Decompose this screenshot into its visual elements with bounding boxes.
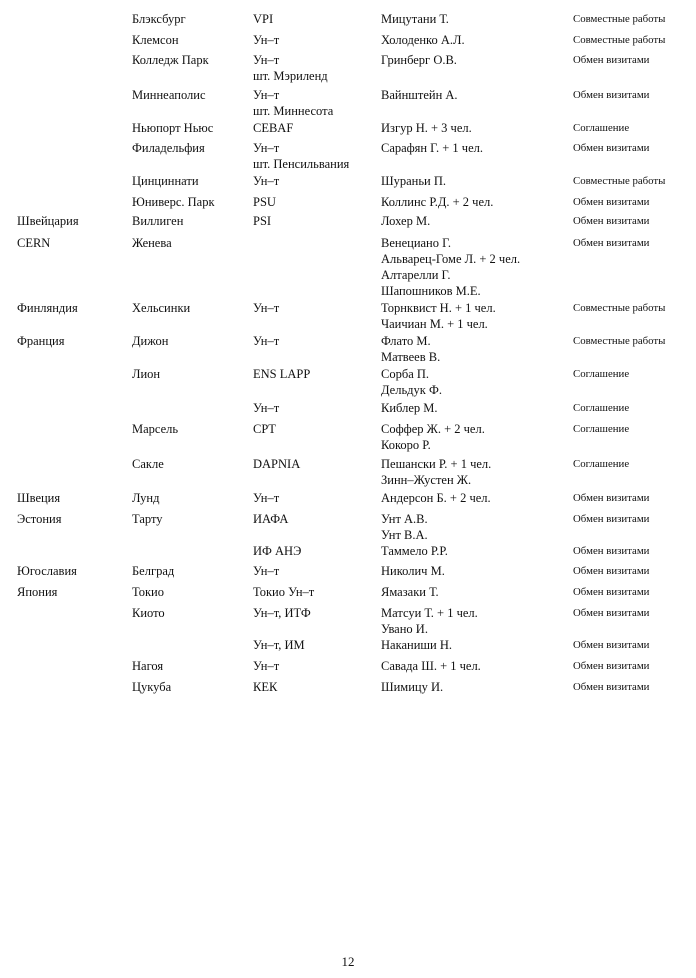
cell-line: Соглашение — [573, 423, 630, 435]
person-cell — [381, 400, 437, 416]
cell-line: Нагоя — [132, 659, 164, 673]
institution-cell — [253, 511, 288, 527]
institution-cell — [253, 563, 279, 579]
cell-line: Югославия — [17, 564, 77, 578]
cell-line: ENS LAPP — [253, 367, 311, 381]
cooperation-type-cell — [573, 563, 649, 579]
table-row — [0, 235, 696, 298]
city-cell — [132, 511, 163, 527]
cell-line: Матвеев В. — [381, 350, 441, 364]
institution-cell — [253, 456, 300, 472]
cell-line: Савада Ш. + 1 чел. — [381, 659, 481, 673]
cooperation-type-cell — [573, 300, 665, 316]
cell-line: Токио — [132, 585, 164, 599]
country-cell — [17, 235, 50, 251]
cooperation-type-cell — [573, 366, 629, 382]
cell-line: Ямазаки Т. — [381, 585, 439, 599]
cell-line: Ун–т — [253, 334, 280, 348]
cell-line: Лохер М. — [381, 214, 431, 228]
cell-line: Мицутани Т. — [381, 12, 449, 26]
cooperation-type-cell — [573, 52, 649, 68]
cooperation-type-cell — [573, 213, 649, 229]
institution-cell — [253, 658, 279, 674]
cell-line: Андерсон Б. + 2 чел. — [381, 491, 491, 505]
cell-line: Обмен визитами — [573, 607, 650, 619]
cell-line: Ун–т — [253, 301, 280, 315]
city-cell — [132, 173, 199, 189]
city-cell — [132, 32, 179, 48]
cell-line: Обмен визитами — [573, 89, 650, 101]
cell-line: Ун–т — [253, 659, 280, 673]
person-cell — [381, 637, 452, 653]
cell-line: Соглашение — [573, 458, 630, 470]
cell-line: Пешански Р. + 1 чел. — [381, 457, 492, 471]
cell-line: Финляндия — [17, 301, 78, 315]
cell-line: Ун–т, ИМ — [253, 638, 305, 652]
cell-line: Гринберг О.В. — [381, 53, 457, 67]
cell-line: Обмен визитами — [573, 565, 650, 577]
cell-line: КЕК — [253, 680, 278, 694]
institution-cell — [253, 32, 279, 48]
cooperation-type-cell — [573, 120, 629, 136]
person-cell — [381, 333, 440, 365]
country-cell — [17, 511, 61, 527]
cell-line: Обмен визитами — [573, 54, 650, 66]
person-cell — [381, 543, 448, 559]
person-cell — [381, 366, 442, 398]
person-cell — [381, 584, 439, 600]
cell-line: Совместные работы — [573, 302, 666, 314]
page-number: 12 — [341, 954, 355, 969]
person-cell — [381, 679, 443, 695]
person-cell — [381, 421, 485, 453]
cell-line: Обмен визитами — [573, 215, 650, 227]
city-cell — [132, 300, 190, 316]
cell-line: Токио Ун–т — [253, 585, 315, 599]
person-cell — [381, 140, 483, 156]
institution-cell — [253, 490, 279, 506]
cell-line: Клемсон — [132, 33, 179, 47]
cell-line: Вайнштейн А. — [381, 88, 458, 102]
cell-line: Ун–т — [253, 174, 280, 188]
city-cell — [132, 333, 168, 349]
country-cell — [17, 333, 65, 349]
cell-line: Зинн–Жустен Ж. — [381, 473, 472, 487]
institution-cell — [253, 400, 279, 416]
cell-line: Ун–т — [253, 564, 280, 578]
cooperation-type-cell — [573, 584, 649, 600]
cell-line: Совместные работы — [573, 335, 666, 347]
cell-line: Венециано Г. — [381, 236, 452, 250]
cell-line: Марсель — [132, 422, 179, 436]
cooperation-type-cell — [573, 511, 649, 527]
cooperation-type-cell — [573, 140, 649, 156]
cell-line: Хельсинки — [132, 301, 191, 315]
city-cell — [132, 584, 164, 600]
person-cell — [381, 194, 493, 210]
cell-line: Холоденко А.Л. — [381, 33, 465, 47]
person-cell — [381, 511, 428, 543]
cell-line: Швеция — [17, 491, 61, 505]
institution-cell — [253, 333, 279, 349]
institution-cell — [253, 120, 293, 136]
cell-line: Обмен визитами — [573, 237, 650, 249]
cooperation-type-cell — [573, 173, 665, 189]
cell-line: шт. Мэриленд — [253, 69, 328, 83]
person-cell — [381, 605, 478, 637]
cell-line: ИФ АНЭ — [253, 544, 302, 558]
institution-cell — [253, 213, 271, 229]
cooperation-type-cell — [573, 194, 649, 210]
cell-line: Швейцария — [17, 214, 79, 228]
cell-line: Обмен визитами — [573, 586, 650, 598]
cell-line: CPT — [253, 422, 276, 436]
cell-line: Обмен визитами — [573, 681, 650, 693]
country-cell — [17, 490, 60, 506]
cooperation-type-cell — [573, 32, 665, 48]
cell-line: Совместные работы — [573, 175, 666, 187]
cell-line: Алтарелли Г. — [381, 268, 451, 282]
cell-line: Соглашение — [573, 402, 630, 414]
table-row — [0, 679, 696, 739]
cell-line: Николич М. — [381, 564, 445, 578]
cell-line: Коллинс Р.Д. + 2 чел. — [381, 195, 494, 209]
cell-line: Эстония — [17, 512, 62, 526]
institution-cell — [253, 173, 279, 189]
cell-line: Сарафян Г. + 1 чел. — [381, 141, 483, 155]
cell-line: Соглашение — [573, 368, 630, 380]
person-cell — [381, 456, 491, 488]
cell-line: Лунд — [132, 491, 160, 505]
country-cell — [17, 300, 78, 316]
cell-line: PSU — [253, 195, 276, 209]
cooperation-type-cell — [573, 235, 649, 251]
institution-cell — [253, 87, 333, 119]
institution-cell — [253, 679, 277, 695]
cell-line: Ньюпорт Ньюс — [132, 121, 214, 135]
cell-line: Шураньи П. — [381, 174, 447, 188]
cell-line: Миннеаполис — [132, 88, 206, 102]
city-cell — [132, 421, 178, 437]
city-cell — [132, 366, 160, 382]
institution-cell — [253, 421, 276, 437]
person-cell — [381, 173, 446, 189]
city-cell — [132, 658, 163, 674]
cell-line: Лион — [132, 367, 161, 381]
cooperation-type-cell — [573, 605, 649, 621]
cell-line: Блэксбург — [132, 12, 186, 26]
city-cell — [132, 563, 174, 579]
cell-line: Колледж Парк — [132, 53, 209, 67]
cell-line: Киото — [132, 606, 165, 620]
person-cell — [381, 213, 430, 229]
institution-cell — [253, 366, 310, 382]
cell-line: Обмен визитами — [573, 196, 650, 208]
institution-cell — [253, 52, 328, 84]
cell-line: Матсуи Т. + 1 чел. — [381, 606, 478, 620]
person-cell — [381, 300, 496, 332]
cell-line: Обмен визитами — [573, 492, 650, 504]
city-cell — [132, 194, 215, 210]
institution-cell — [253, 300, 279, 316]
cell-line: Ун–т — [253, 491, 280, 505]
institution-cell — [253, 584, 314, 600]
institution-cell — [253, 140, 349, 172]
cooperation-type-cell — [573, 456, 629, 472]
cell-line: Обмен визитами — [573, 142, 650, 154]
country-cell — [17, 584, 57, 600]
cell-line: Шимицу И. — [381, 680, 444, 694]
cell-line: Увано И. — [381, 622, 428, 636]
cell-line: Обмен визитами — [573, 513, 650, 525]
cell-line: Унт А.В. — [381, 512, 428, 526]
cell-line: Наканиши Н. — [381, 638, 452, 652]
cell-line: Сорба П. — [381, 367, 430, 381]
cell-line: Дижон — [132, 334, 169, 348]
city-cell — [132, 213, 183, 229]
cell-line: Унт В.А. — [381, 528, 428, 542]
cooperation-type-cell — [573, 87, 649, 103]
cooperation-type-cell — [573, 543, 649, 559]
cell-line: CERN — [17, 236, 51, 250]
person-cell — [381, 490, 491, 506]
cooperation-type-cell — [573, 421, 629, 437]
cell-line: Женева — [132, 236, 172, 250]
cell-line: Соффер Ж. + 2 чел. — [381, 422, 485, 436]
cell-line: Цукуба — [132, 680, 172, 694]
cell-line: Ун–т — [253, 33, 280, 47]
cooperation-type-cell — [573, 637, 649, 653]
cell-line: Ун–т — [253, 53, 280, 67]
country-cell — [17, 563, 77, 579]
person-cell — [381, 87, 458, 103]
cell-line: ИАФА — [253, 512, 289, 526]
cooperation-type-cell — [573, 679, 649, 695]
city-cell — [132, 235, 172, 251]
cell-line: Альварец-Гоме Л. + 2 чел. — [381, 252, 521, 266]
cell-line: Сакле — [132, 457, 164, 471]
cell-line: Франция — [17, 334, 65, 348]
institution-cell — [253, 637, 305, 653]
person-cell — [381, 32, 465, 48]
cell-line: Тарту — [132, 512, 163, 526]
cell-line: Кокоро Р. — [381, 438, 431, 452]
city-cell — [132, 140, 205, 156]
country-cell — [17, 213, 79, 229]
cell-line: Юниверс. Парк — [132, 195, 215, 209]
cell-line: Торнквист Н. + 1 чел. — [381, 301, 496, 315]
city-cell — [132, 52, 209, 68]
cell-line: Обмен визитами — [573, 545, 650, 557]
city-cell — [132, 679, 171, 695]
cell-line: VPI — [253, 12, 274, 26]
cell-line: Цинциннати — [132, 174, 199, 188]
city-cell — [132, 11, 186, 27]
person-cell — [381, 235, 520, 299]
cell-line: Совместные работы — [573, 13, 666, 25]
cooperation-type-cell — [573, 490, 649, 506]
cell-line: Ун–т — [253, 88, 280, 102]
cell-line: PSI — [253, 214, 272, 228]
cooperation-type-cell — [573, 11, 665, 27]
person-cell — [381, 52, 457, 68]
institution-cell — [253, 543, 301, 559]
cell-line: Киблер М. — [381, 401, 438, 415]
cell-line: Филадельфия — [132, 141, 205, 155]
cell-line: Белград — [132, 564, 175, 578]
cell-line: Ун–т, ИТФ — [253, 606, 311, 620]
cell-line: Япония — [17, 585, 58, 599]
cell-line: Совместные работы — [573, 34, 666, 46]
cell-line: шт. Миннесота — [253, 104, 334, 118]
institution-cell — [253, 194, 276, 210]
person-cell — [381, 120, 472, 136]
city-cell — [132, 120, 213, 136]
cell-line: Ун–т — [253, 401, 280, 415]
cell-line: CEBAF — [253, 121, 294, 135]
cell-line: Дельдук Ф. — [381, 383, 442, 397]
cell-line: Изгур Н. + 3 чел. — [381, 121, 472, 135]
cell-line: Ун–т — [253, 141, 280, 155]
city-cell — [132, 605, 165, 621]
city-cell — [132, 490, 159, 506]
cell-line: шт. Пенсильвания — [253, 157, 350, 171]
city-cell — [132, 456, 164, 472]
cell-line: Соглашение — [573, 122, 630, 134]
cell-line: Таммело Р.Р. — [381, 544, 448, 558]
cell-line: Виллиген — [132, 214, 184, 228]
person-cell — [381, 563, 445, 579]
cell-line: Флато М. — [381, 334, 431, 348]
cooperation-type-cell — [573, 658, 649, 674]
cell-line: DAPNIA — [253, 457, 301, 471]
person-cell — [381, 11, 449, 27]
cell-line: Обмен визитами — [573, 660, 650, 672]
cell-line: Обмен визитами — [573, 639, 650, 651]
cell-line: Шапошников М.Е. — [381, 284, 481, 298]
cell-line: Чаичиан М. + 1 чел. — [381, 317, 488, 331]
person-cell — [381, 658, 481, 674]
cooperation-type-cell — [573, 333, 665, 349]
cooperation-type-cell — [573, 400, 629, 416]
institution-cell — [253, 605, 311, 621]
institution-cell — [253, 11, 273, 27]
city-cell — [132, 87, 206, 103]
